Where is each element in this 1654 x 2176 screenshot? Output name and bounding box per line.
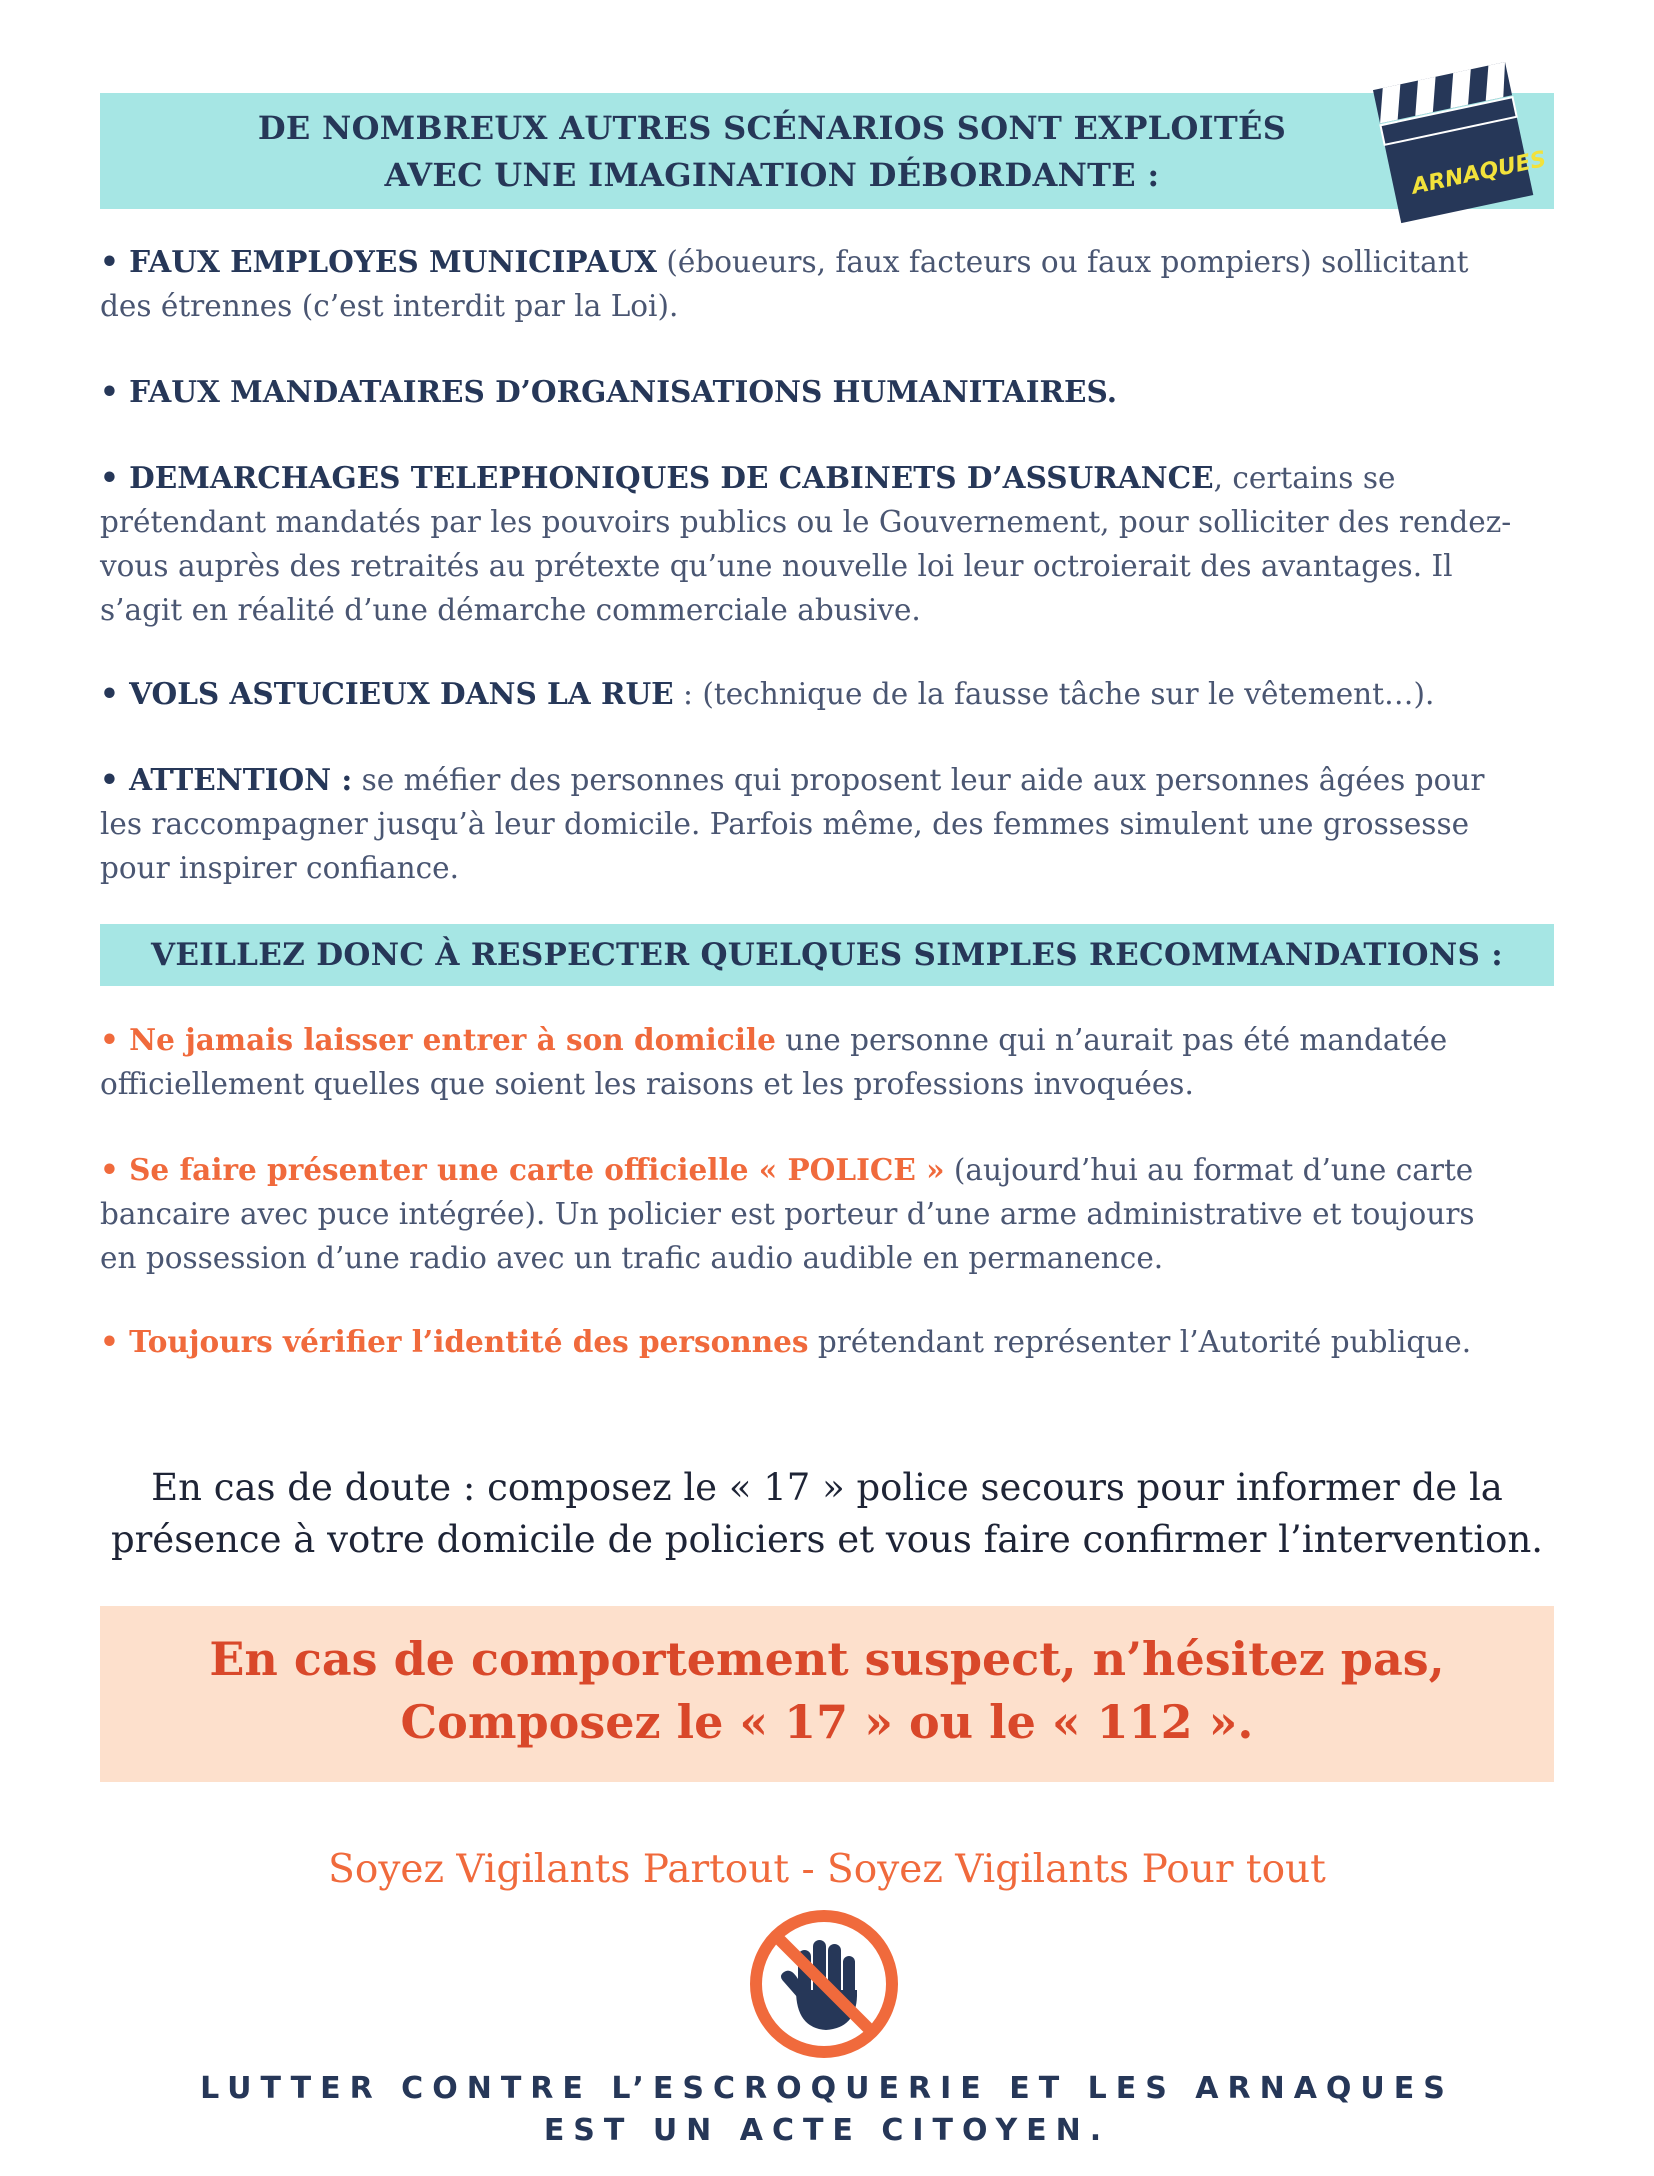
recommendation-3-bold: • Toujours vérifier l’identité des personnes bbox=[100, 1324, 809, 1359]
scenario-4-bold: • VOLS ASTUCIEUX DANS LA RUE bbox=[100, 676, 674, 711]
header-band bbox=[100, 93, 1554, 209]
recommendation-3 bbox=[100, 1320, 1520, 1364]
scenario-4 bbox=[100, 672, 1520, 716]
scenario-2 bbox=[100, 370, 1520, 414]
doubt-notice bbox=[80, 1462, 1574, 1566]
scenario-5 bbox=[100, 758, 1520, 890]
header-title-line1: DE NOMBREUX AUTRES SCÉNARIOS SONT EXPLOITÉS bbox=[257, 109, 1287, 147]
footer-line2: EST UN ACTE CITOYEN. bbox=[543, 2113, 1111, 2148]
recommendation-2 bbox=[100, 1148, 1520, 1280]
recommendation-1-bold: • Ne jamais laisser entrer à son domicile bbox=[100, 1022, 776, 1057]
clapper-label: ARNAQUES bbox=[1409, 146, 1549, 200]
scenario-5-bold: • ATTENTION : bbox=[100, 762, 353, 797]
scenario-1-bold: • FAUX EMPLOYES MUNICIPAUX bbox=[100, 244, 657, 279]
stop-hand-icon bbox=[746, 1906, 902, 2062]
alert-line1: En cas de comportement suspect, n’hésitez pas, bbox=[209, 1632, 1445, 1686]
clapperboard-icon bbox=[1356, 44, 1556, 224]
slogan: Soyez Vigilants Partout - Soyez Vigilants Pour tout bbox=[328, 1847, 1326, 1892]
footer-slogan bbox=[0, 2068, 1654, 2152]
recommendations-title: VEILLEZ DONC À RESPECTER QUELQUES SIMPLES RECOMMANDATIONS : bbox=[100, 924, 1554, 986]
scenario-2-bold: • FAUX MANDATAIRES D’ORGANISATIONS HUMANITAIRES. bbox=[100, 374, 1118, 409]
scenario-4-text: : (technique de la fausse tâche sur le vêtement…). bbox=[673, 677, 1435, 711]
scenario-1-text: (éboueurs, faux facteurs ou faux pompiers) sollicitant des étrennes (c’est interdit par la Loi). bbox=[100, 245, 1469, 323]
doubt-line1: En cas de doute : composez le « 17 » police secours pour informer de la bbox=[151, 1466, 1503, 1509]
scenario-3-text: , certains se prétendant mandatés par les pouvoirs publics ou le Gouvernement, pour solliciter des rendez-vous auprès des retraités au prétexte qu’une nouvelle loi leur octroierait des avantages. Il s’agit en réalité d’une démarche commerciale abusive. bbox=[100, 461, 1512, 627]
recommendation-2-text: (aujourd’hui au format d’une carte bancaire avec puce intégrée). Un policier est porteur d’une arme administrative et toujours en possession d’une radio avec un trafic audio audible en permanence. bbox=[100, 1153, 1475, 1275]
header-title-line2: AVEC UNE IMAGINATION DÉBORDANTE : bbox=[384, 156, 1160, 194]
recommendation-1-text: une personne qui n’aurait pas été mandatée officiellement quelles que soient les raisons et les professions invoquées. bbox=[100, 1023, 1448, 1101]
recommendation-1 bbox=[100, 1018, 1520, 1106]
doubt-line2: présence à votre domicile de policiers et vous faire confirmer l’intervention. bbox=[110, 1518, 1544, 1561]
recommendation-3-text: prétendant représenter l’Autorité publique. bbox=[808, 1325, 1472, 1359]
scenario-5-text: se méfier des personnes qui proposent leur aide aux personnes âgées pour les raccompagner jusqu’à leur domicile. Parfois même, des femmes simulent une grossesse pour inspirer confiance. bbox=[100, 763, 1485, 885]
scenario-1 bbox=[100, 240, 1520, 328]
recommendation-2-bold: • Se faire présenter une carte officielle « POLICE » bbox=[100, 1152, 945, 1187]
scenario-3 bbox=[100, 456, 1520, 632]
scenario-3-bold: • DEMARCHAGES TELEPHONIQUES DE CABINETS D’ASSURANCE bbox=[100, 460, 1214, 495]
alert-line2: Composez le « 17 » ou le « 112 ». bbox=[400, 1695, 1254, 1749]
footer-line1: LUTTER CONTRE L’ESCROQUERIE ET LES ARNAQUES bbox=[200, 2071, 1454, 2106]
alert-box bbox=[100, 1606, 1554, 1782]
